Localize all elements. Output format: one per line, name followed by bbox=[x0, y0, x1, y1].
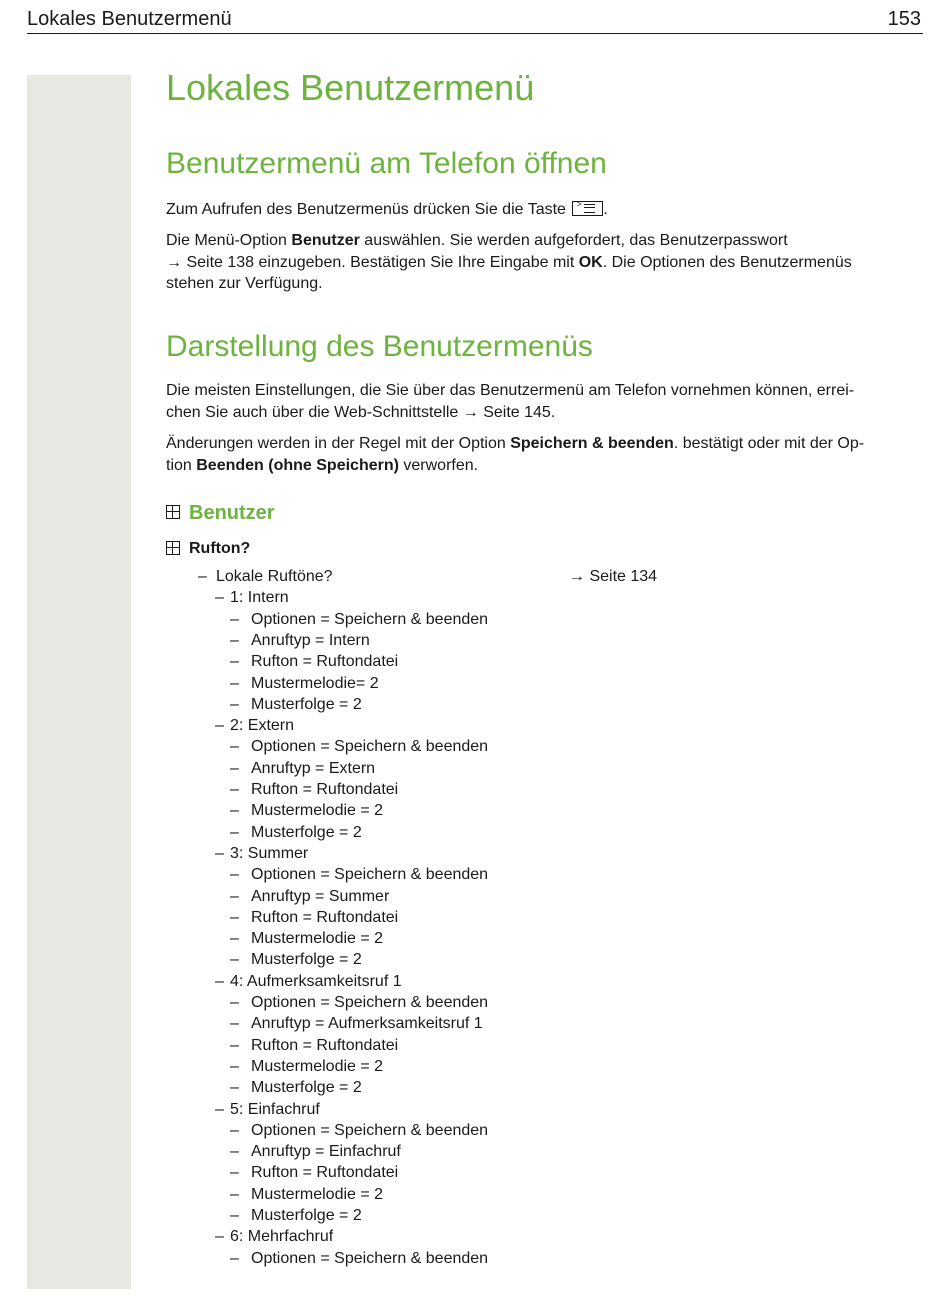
tree-item bbox=[166, 1120, 924, 1141]
tree-item-label: Musterfolge = 2 bbox=[251, 823, 362, 841]
paragraph-open-menu-key bbox=[166, 199, 924, 221]
tree-item bbox=[166, 587, 924, 608]
tree-item bbox=[166, 800, 924, 821]
tree-item-dash: – bbox=[230, 695, 239, 713]
tree-item-dash: – bbox=[230, 653, 239, 671]
tree-item-label: Musterfolge = 2 bbox=[251, 695, 362, 713]
tree-item bbox=[166, 949, 924, 970]
tree-item bbox=[166, 822, 924, 843]
text-span: stehen zur Verfügung. bbox=[166, 275, 323, 292]
tree-item bbox=[166, 1013, 924, 1034]
tree-item-label: 3: Summer bbox=[230, 844, 309, 862]
tree-item bbox=[166, 1226, 924, 1247]
tree-item bbox=[166, 651, 924, 672]
tree-item-dash: – bbox=[215, 1228, 224, 1246]
paragraph-changes bbox=[166, 433, 924, 476]
tree-item-label: Anruftyp = Summer bbox=[251, 887, 390, 905]
tree-item-label: Optionen = Speichern & beenden bbox=[251, 1249, 489, 1267]
tree-item-label: 2: Extern bbox=[230, 717, 295, 735]
tree-item-dash: – bbox=[230, 1164, 239, 1182]
tree-item-label: Rufton = Ruftondatei bbox=[251, 908, 399, 926]
tree-item bbox=[166, 715, 924, 736]
tree-item-label: Optionen = Speichern & beenden bbox=[251, 994, 489, 1011]
tree-item-label: Rufton = Ruftondatei bbox=[251, 653, 399, 671]
tree-item bbox=[166, 736, 924, 757]
tree-item-label: Musterfolge = 2 bbox=[251, 1207, 362, 1224]
tree-item-dash: – bbox=[215, 589, 224, 607]
tree-item-label: Musterfolge = 2 bbox=[251, 951, 362, 969]
tree-item bbox=[166, 630, 924, 651]
bold-ok: OK bbox=[578, 253, 603, 271]
text-span: → Seite 138 einzugeben. Bestätigen Sie Ihre Eingabe mit bbox=[166, 253, 579, 271]
tree-item bbox=[166, 1077, 924, 1098]
paragraph-settings bbox=[166, 380, 924, 423]
tree-item bbox=[166, 1099, 924, 1120]
tree-item-label: Rufton = Ruftondatei bbox=[251, 1164, 399, 1182]
text-span: Die Menü-Option bbox=[166, 232, 292, 249]
tree-item bbox=[166, 971, 924, 992]
running-header-title: Lokales Benutzermenü bbox=[27, 8, 232, 30]
menu-benutzer-heading: Benutzer bbox=[189, 502, 275, 524]
tree-item-label: Mustermelodie= 2 bbox=[251, 674, 379, 692]
tree-item-dash: – bbox=[230, 951, 239, 969]
tree-item-label: Anruftyp = Intern bbox=[251, 631, 370, 649]
paragraph-user-option bbox=[166, 230, 924, 295]
tree-item-label: Anruftyp = Einfachruf bbox=[251, 1143, 401, 1161]
page-number: 153 bbox=[887, 8, 921, 30]
page-reference-link[interactable]: → Seite 134 bbox=[569, 568, 658, 585]
tree-item-dash: – bbox=[215, 844, 224, 862]
tree-item-dash: – bbox=[215, 717, 224, 735]
tree-item-label: 6: Mehrfachruf bbox=[230, 1228, 334, 1246]
text-span: . Die Optionen des Benutzermenüs bbox=[602, 253, 852, 271]
tree-item-dash: – bbox=[230, 781, 239, 798]
tree-item-dash: – bbox=[230, 866, 239, 884]
expand-box-icon bbox=[166, 541, 180, 555]
tree-item bbox=[166, 694, 924, 715]
tree-item-label: 5: Einfachruf bbox=[230, 1100, 320, 1118]
page-title: Lokales Benutzermenü bbox=[166, 67, 535, 108]
section-title-open-menu: Benutzermenü am Telefon öffnen bbox=[166, 147, 607, 180]
tree-item-dash: – bbox=[230, 738, 239, 756]
tree-item-label: Optionen = Speichern & beenden bbox=[251, 738, 489, 756]
tree-item-dash: – bbox=[230, 1249, 239, 1267]
tree-item-dash: – bbox=[230, 631, 239, 649]
tree-item-dash: – bbox=[230, 1121, 239, 1139]
side-bar bbox=[27, 75, 131, 1289]
tree-item-label: Mustermelodie = 2 bbox=[251, 1057, 384, 1075]
tree-item-label: Optionen = Speichern & beenden bbox=[251, 1121, 489, 1139]
tree-item bbox=[166, 1162, 924, 1183]
tree-item bbox=[166, 1184, 924, 1205]
tree-item bbox=[166, 566, 924, 587]
expand-box-icon bbox=[166, 505, 180, 519]
tree-item-dash: – bbox=[230, 802, 239, 820]
tree-item-dash: – bbox=[230, 1207, 239, 1224]
tree-item-dash: – bbox=[215, 972, 224, 990]
text-span: chen Sie auch über die Web-Schnittstelle → Seite 145. bbox=[166, 403, 556, 421]
tree-item bbox=[166, 907, 924, 928]
tree-item bbox=[166, 673, 924, 694]
tree-item-dash: – bbox=[230, 610, 239, 628]
bold-save-exit: Speichern & beenden bbox=[510, 435, 674, 452]
tree-item bbox=[166, 843, 924, 864]
menu-rufton-heading: Rufton? bbox=[189, 540, 251, 557]
tree-item bbox=[166, 758, 924, 779]
section-title-display: Darstellung des Benutzermenüs bbox=[166, 330, 593, 363]
text-span: Änderungen werden in der Regel mit der Option bbox=[166, 435, 511, 452]
tree-item-dash: – bbox=[198, 568, 207, 585]
tree-item-dash: – bbox=[230, 887, 239, 905]
paragraph-end: . bbox=[603, 201, 608, 218]
tree-item-dash: – bbox=[230, 1036, 239, 1054]
tree-item-dash: – bbox=[230, 1185, 239, 1203]
tree-item-dash: – bbox=[230, 930, 239, 948]
tree-item-label: 1: Intern bbox=[230, 589, 289, 607]
tree-item-label: Rufton = Ruftondatei bbox=[251, 781, 399, 798]
tree-item-label: Optionen = Speichern & beenden bbox=[251, 866, 489, 884]
text-span: . bestätigt oder mit der Op- bbox=[673, 435, 865, 452]
tree-item-label: Lokale Ruftöne? bbox=[216, 568, 333, 585]
tree-item bbox=[166, 1248, 924, 1269]
tree-item bbox=[166, 1035, 924, 1056]
tree-item-dash: – bbox=[230, 823, 239, 841]
tree-item-dash: – bbox=[230, 908, 239, 926]
tree-item-dash: – bbox=[230, 759, 239, 777]
tree-item-label: Musterfolge = 2 bbox=[251, 1079, 362, 1097]
tree-item-label: Mustermelodie = 2 bbox=[251, 930, 384, 948]
tree-item-dash: – bbox=[230, 1015, 239, 1033]
tree-item-dash: – bbox=[230, 1057, 239, 1075]
tree-item-label: Rufton = Ruftondatei bbox=[251, 1036, 399, 1054]
paragraph-text: Zum Aufrufen des Benutzermenüs drücken Sie die Taste bbox=[166, 201, 566, 218]
tree-item bbox=[166, 992, 924, 1013]
tree-item-dash: – bbox=[230, 1143, 239, 1161]
text-span: auswählen. Sie werden aufgefordert, das Benutzerpasswort bbox=[359, 232, 788, 249]
tree-item-label: Optionen = Speichern & beenden bbox=[251, 610, 489, 628]
tree-item bbox=[166, 1141, 924, 1162]
menu-key-icon: > bbox=[572, 201, 603, 216]
tree-item bbox=[166, 779, 924, 800]
tree-item-label: Mustermelodie = 2 bbox=[251, 1185, 384, 1203]
bold-exit-no-save: Beenden (ohne Speichern) bbox=[196, 456, 399, 474]
tree-item-label: 4: Aufmerksamkeitsruf 1 bbox=[230, 972, 402, 990]
tree-item bbox=[166, 1056, 924, 1077]
tree-item bbox=[166, 1205, 924, 1226]
tree-item-dash: – bbox=[230, 674, 239, 692]
running-header bbox=[27, 6, 923, 34]
bold-benutzer: Benutzer bbox=[291, 232, 360, 249]
tree-item-label: Anruftyp = Aufmerksamkeitsruf 1 bbox=[251, 1015, 483, 1033]
tree-item bbox=[166, 886, 924, 907]
tree-item-dash: – bbox=[230, 994, 239, 1011]
tree-item bbox=[166, 864, 924, 885]
text-span: verworfen. bbox=[398, 456, 479, 474]
tree-item-label: Mustermelodie = 2 bbox=[251, 802, 384, 820]
tree-item-dash: – bbox=[215, 1100, 224, 1118]
tree-item bbox=[166, 609, 924, 630]
tree-item-dash: – bbox=[230, 1079, 239, 1097]
text-span: Die meisten Einstellungen, die Sie über das Benutzermenü am Telefon vornehmen können, errei- bbox=[166, 382, 855, 399]
tree-item-label: Anruftyp = Extern bbox=[251, 759, 376, 777]
text-span: tion bbox=[166, 456, 197, 474]
tree-item bbox=[166, 928, 924, 949]
